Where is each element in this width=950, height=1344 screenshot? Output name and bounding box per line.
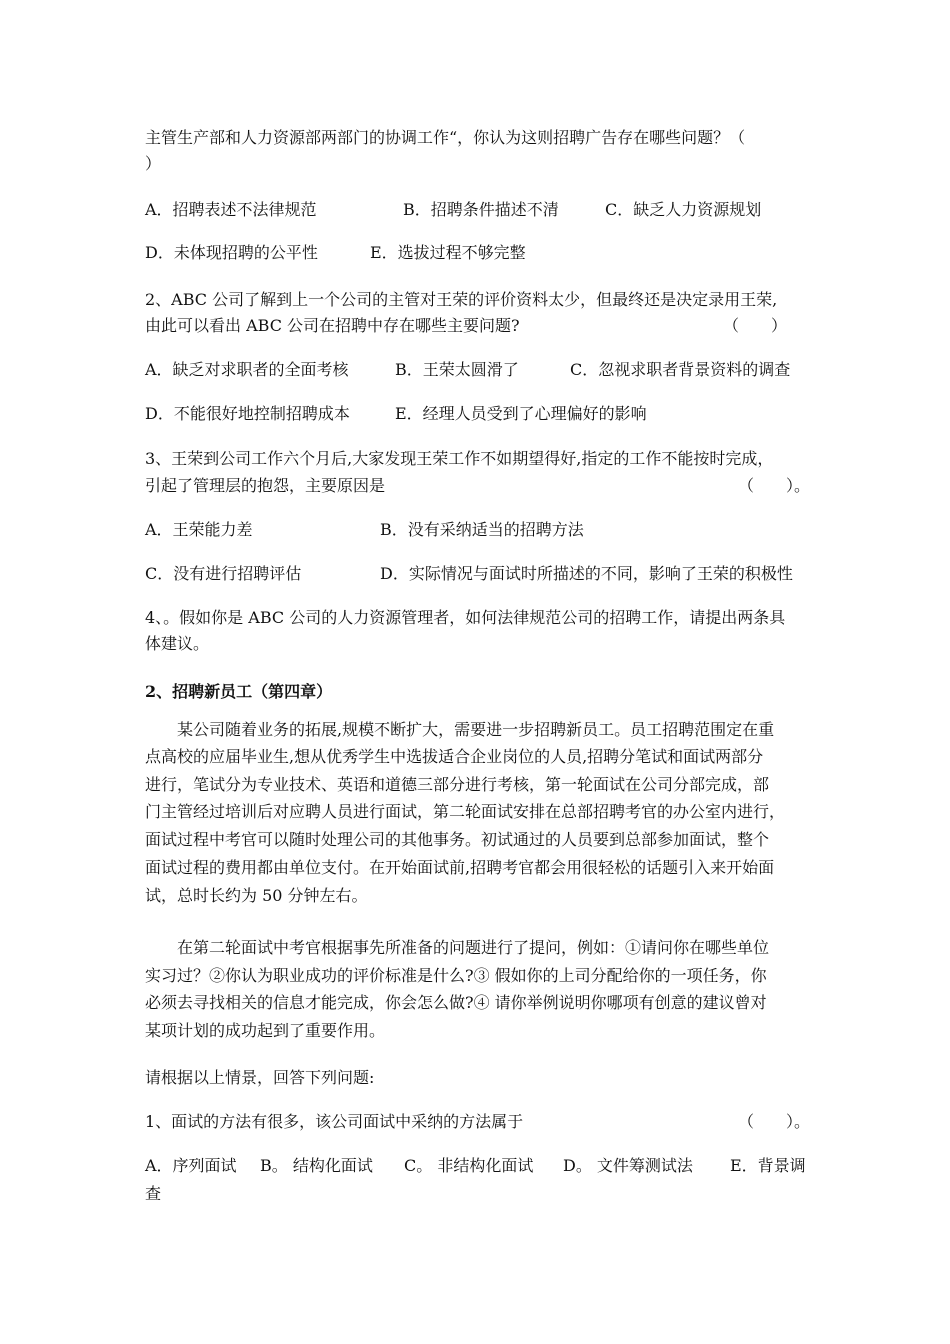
q3-option-c: C．没有进行招聘评估 bbox=[145, 564, 302, 583]
q1-option-e: E．选拔过程不够完整 bbox=[370, 243, 526, 262]
q2-option-d: D．不能很好地控制招聘成本 bbox=[145, 404, 350, 423]
case2-q1-option-e-wrap: 查 bbox=[145, 1184, 162, 1203]
q1-option-d: D．未体现招聘的公平性 bbox=[145, 243, 318, 262]
case2-para2-line: 实习过？②你认为职业成功的评价标准是什么?③ 假如你的上司分配给你的一项任务，你 bbox=[145, 966, 767, 985]
q4-line1: 4、。假如你是 ABC 公司的人力资源管理者，如何法律规范公司的招聘工作，请提出两条具 bbox=[145, 608, 786, 627]
case2-para1-line: 某公司随着业务的拓展,规模不断扩大，需要进一步招聘新员工。员工招聘范围定在重 bbox=[145, 720, 775, 739]
case2-q1-option-d: D。 文件筹测试法 bbox=[563, 1156, 693, 1175]
q2-line1: 2、ABC 公司了解到上一个公司的主管对王荣的评价资料太少，但最终还是决定录用王荣, bbox=[145, 290, 778, 309]
q3-answer-paren: （ ）。 bbox=[738, 476, 811, 495]
case2-q1-answer-paren: （ ）。 bbox=[738, 1112, 811, 1131]
q2-line2: 由此可以看出 ABC 公司在招聘中存在哪些主要问题? bbox=[145, 316, 520, 335]
case2-para1-line: 试，总时长约为 50 分钟左右。 bbox=[145, 886, 368, 905]
case2-para2-line: 某项计划的成功起到了重要作用。 bbox=[145, 1021, 386, 1040]
q1-intro-line2: ） bbox=[145, 154, 162, 173]
q3-option-a: A．王荣能力差 bbox=[145, 520, 253, 539]
case2-prompt: 请根据以上情景，回答下列问题: bbox=[145, 1068, 375, 1087]
q2-option-a: A．缺乏对求职者的全面考核 bbox=[145, 360, 349, 379]
case2-para2-line: 在第二轮面试中考官根据事先所准备的问题进行了提问，例如：①请问你在哪些单位 bbox=[145, 938, 770, 957]
case2-q1-option-a: A．序列面试 bbox=[145, 1156, 237, 1175]
case2-para1-line: 面试过程的费用都由单位支付。在开始面试前,招聘考官都会用很轻松的话题引入来开始面 bbox=[145, 858, 775, 877]
case2-para1-line: 门主管经过培训后对应聘人员进行面试，第二轮面试安排在总部招聘考官的办公室内进行， bbox=[145, 802, 786, 821]
q4-line2: 体建议。 bbox=[145, 634, 210, 653]
case2-q1-line: 1、面试的方法有很多，该公司面试中采纳的方法属于 bbox=[145, 1112, 524, 1131]
case2-q1-option-e: E．背景调 bbox=[730, 1156, 806, 1175]
case2-para2-line: 必须去寻找相关的信息才能完成，你会怎么做?④ 请你举例说明你哪项有创意的建议曾对 bbox=[145, 993, 767, 1012]
case2-heading: 2、招聘新员工（第四章） bbox=[145, 682, 333, 701]
case2-para1-line: 点高校的应届毕业生,想从优秀学生中选拔适合企业岗位的人员,招聘分笔试和面试两部分 bbox=[145, 747, 764, 766]
case2-q1-option-c: C。 非结构化面试 bbox=[404, 1156, 534, 1175]
case2-q1-option-b: B。 结构化面试 bbox=[260, 1156, 373, 1175]
q2-option-e: E．经理人员受到了心理偏好的影响 bbox=[395, 404, 647, 423]
case2-para1-line: 进行，笔试分为专业技术、英语和道德三部分进行考核，第一轮面试在公司分部完成，部 bbox=[145, 775, 770, 794]
case2-para1-line: 面试过程中考官可以随时处理公司的其他事务。初试通过的人员要到总部参加面试，整个 bbox=[145, 830, 770, 849]
q3-option-b: B．没有采纳适当的招聘方法 bbox=[380, 520, 584, 539]
q2-answer-paren: （ ） bbox=[723, 316, 788, 335]
q1-option-b: B．招聘条件描述不清 bbox=[403, 200, 559, 219]
q3-option-d: D．实际情况与面试时所描述的不同，影响了王荣的积极性 bbox=[380, 564, 793, 583]
q2-option-b: B．王荣太圆滑了 bbox=[395, 360, 519, 379]
q3-line1: 3、王荣到公司工作六个月后,大家发现王荣工作不如期望得好,指定的工作不能按时完成， bbox=[145, 449, 774, 468]
q1-option-a: A．招聘表述不法律规范 bbox=[145, 200, 317, 219]
q1-option-c: C．缺乏人力资源规划 bbox=[605, 200, 762, 219]
q2-option-c: C．忽视求职者背景资料的调查 bbox=[570, 360, 791, 379]
q3-line2: 引起了管理层的抱怨，主要原因是 bbox=[145, 476, 386, 495]
q1-intro-line1: 主管生产部和人力资源部两部门的协调工作“，你认为这则招聘广告存在哪些问题？（ bbox=[145, 128, 746, 147]
